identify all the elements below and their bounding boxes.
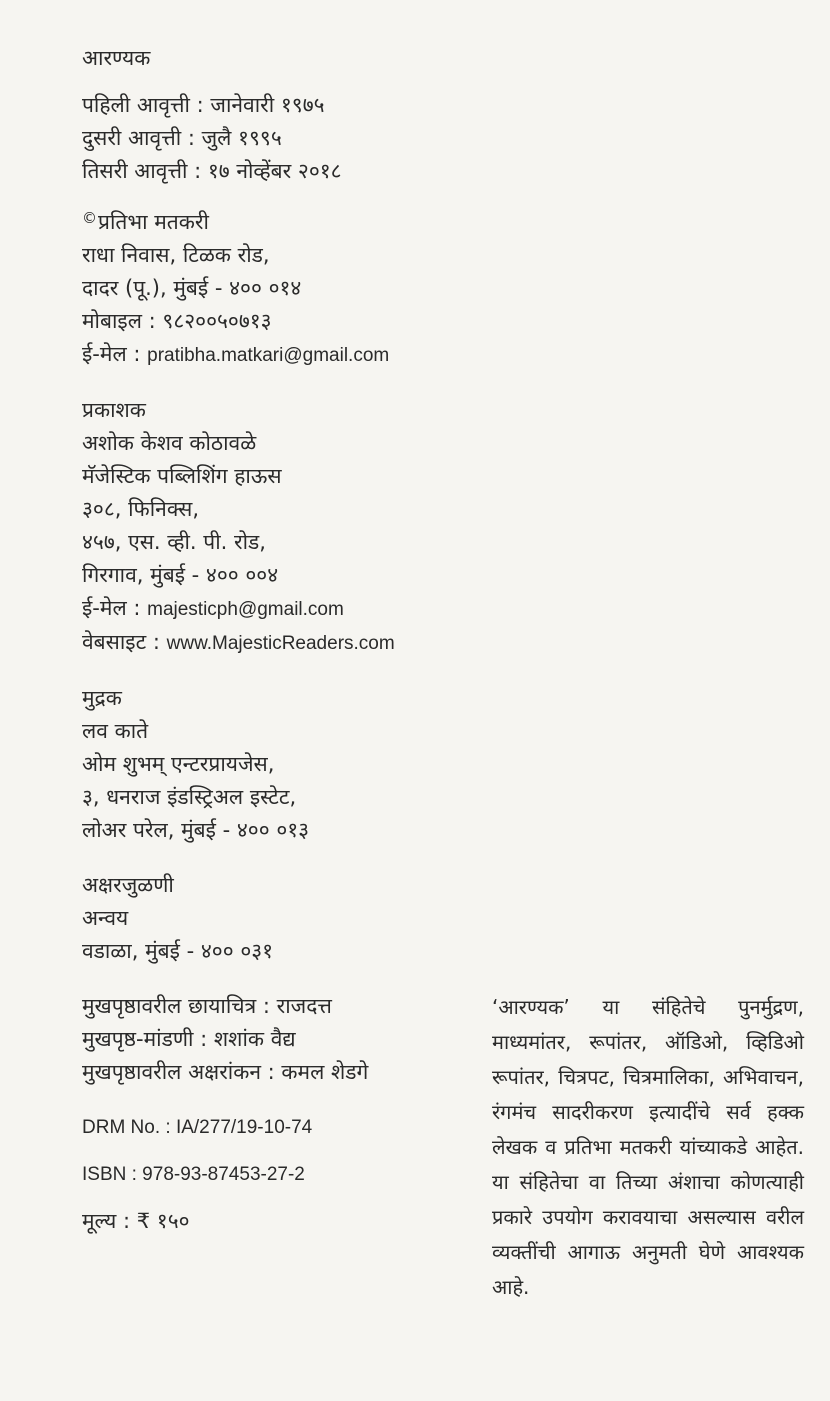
publisher-website: www.MajesticReaders.com: [166, 633, 395, 654]
publisher-email-line: [82, 592, 542, 626]
copyright-block: [82, 202, 542, 372]
isbn-number: ISBN : 978-93-87453-27-2: [82, 1164, 305, 1185]
publisher-address-2: ४५७, एस. व्ही. पी. रोड,: [82, 530, 266, 554]
edition-first: पहिली आवृत्ती : जानेवारी १९७५: [82, 93, 325, 117]
publisher-website-label: वेबसाइट :: [82, 630, 167, 654]
publisher-website-line: [82, 626, 542, 660]
publisher-house: मॅजेस्टिक पब्लिशिंग हाऊस: [82, 464, 282, 488]
edition-second: दुसरी आवृत्ती : जुलै १९९५: [82, 126, 282, 150]
printer-block: [82, 682, 542, 847]
copyright-symbol: ©: [82, 209, 97, 227]
publisher-email-label: ई-मेल :: [82, 596, 148, 620]
typesetting-name: अन्वय: [82, 906, 129, 930]
publisher-email: majesticph@gmail.com: [147, 599, 344, 620]
imprint-details: [82, 42, 542, 1238]
copyright-address-1: राधा निवास, टिळक रोड,: [82, 243, 270, 267]
price: मूल्य : ₹ १५०: [82, 1209, 190, 1233]
typesetting-heading: अक्षरजुळणी: [82, 873, 174, 897]
publisher-heading: प्रकाशक: [82, 398, 146, 422]
credit-cover-photo: मुखपृष्ठावरील छायाचित्र : राजदत्त: [82, 994, 332, 1018]
copyright-email: pratibha.matkari@gmail.com: [147, 345, 390, 366]
copyright-holder-line: [82, 202, 542, 239]
rights-notice: ‘आरण्यक’ या संहितेचे पुनर्मुद्रण, माध्यमांतर, रूपांतर, ऑडिओ, व्हिडिओ रूपांतर, चित्रपट, चित्रमालिका, अभिवाचन, रंगमंच सादरीकरण इत्यादींचे सर्व हक्क लेखक व प्रतिभा मतकरी यांच्याकडे आहेत. या संहितेचा वा तिच्या अंशाचा कोणत्याही प्रकारे उपयोग करावयाचा असल्यास वरील व्यक्तींची आगाऊ अनुमती घेणे आवश्यक आहे.: [492, 995, 804, 1299]
printer-name: लव काते: [82, 719, 149, 743]
printer-address-2: लोअर परेल, मुंबई - ४०० ०१३: [82, 818, 310, 842]
copyright-address-2: दादर (पू.), मुंबई - ४०० ०१४: [82, 276, 302, 300]
drm-number: DRM No. : IA/277/19-10-74: [82, 1117, 313, 1138]
printer-heading: मुद्रक: [82, 686, 122, 710]
publisher-address-3: गिरगाव, मुंबई - ४०० ००४: [82, 563, 279, 587]
copyright-mobile: मोबाइल : ९८२००५०७१३: [82, 309, 272, 333]
credits-block: [82, 990, 542, 1089]
edition-list: [82, 89, 542, 188]
copyright-holder: प्रतिभा मतकरी: [98, 210, 209, 234]
publisher-address-1: ३०८, फिनिक्स,: [82, 497, 200, 521]
printer-address-1: ३, धनराज इंडस्ट्रिअल इस्टेट,: [82, 785, 297, 809]
publisher-block: [82, 394, 542, 660]
book-title: आरण्यक: [82, 46, 151, 70]
edition-third: तिसरी आवृत्ती : १७ नोव्हेंबर २०१८: [82, 159, 342, 183]
copyright-email-line: [82, 338, 542, 372]
typesetting-block: [82, 869, 542, 968]
credit-cover-lettering: मुखपृष्ठावरील अक्षरांकन : कमल शेडगे: [82, 1060, 369, 1084]
printer-firm: ओम शुभम् एन्टरप्रायजेस,: [82, 752, 275, 776]
copyright-email-label: ई-मेल :: [82, 342, 148, 366]
credit-cover-design: मुखपृष्ठ-मांडणी : शशांक वैद्य: [82, 1027, 296, 1051]
typesetting-address: वडाळा, मुंबई - ४०० ०३१: [82, 939, 274, 963]
publisher-name: अशोक केशव कोठावळे: [82, 431, 257, 455]
